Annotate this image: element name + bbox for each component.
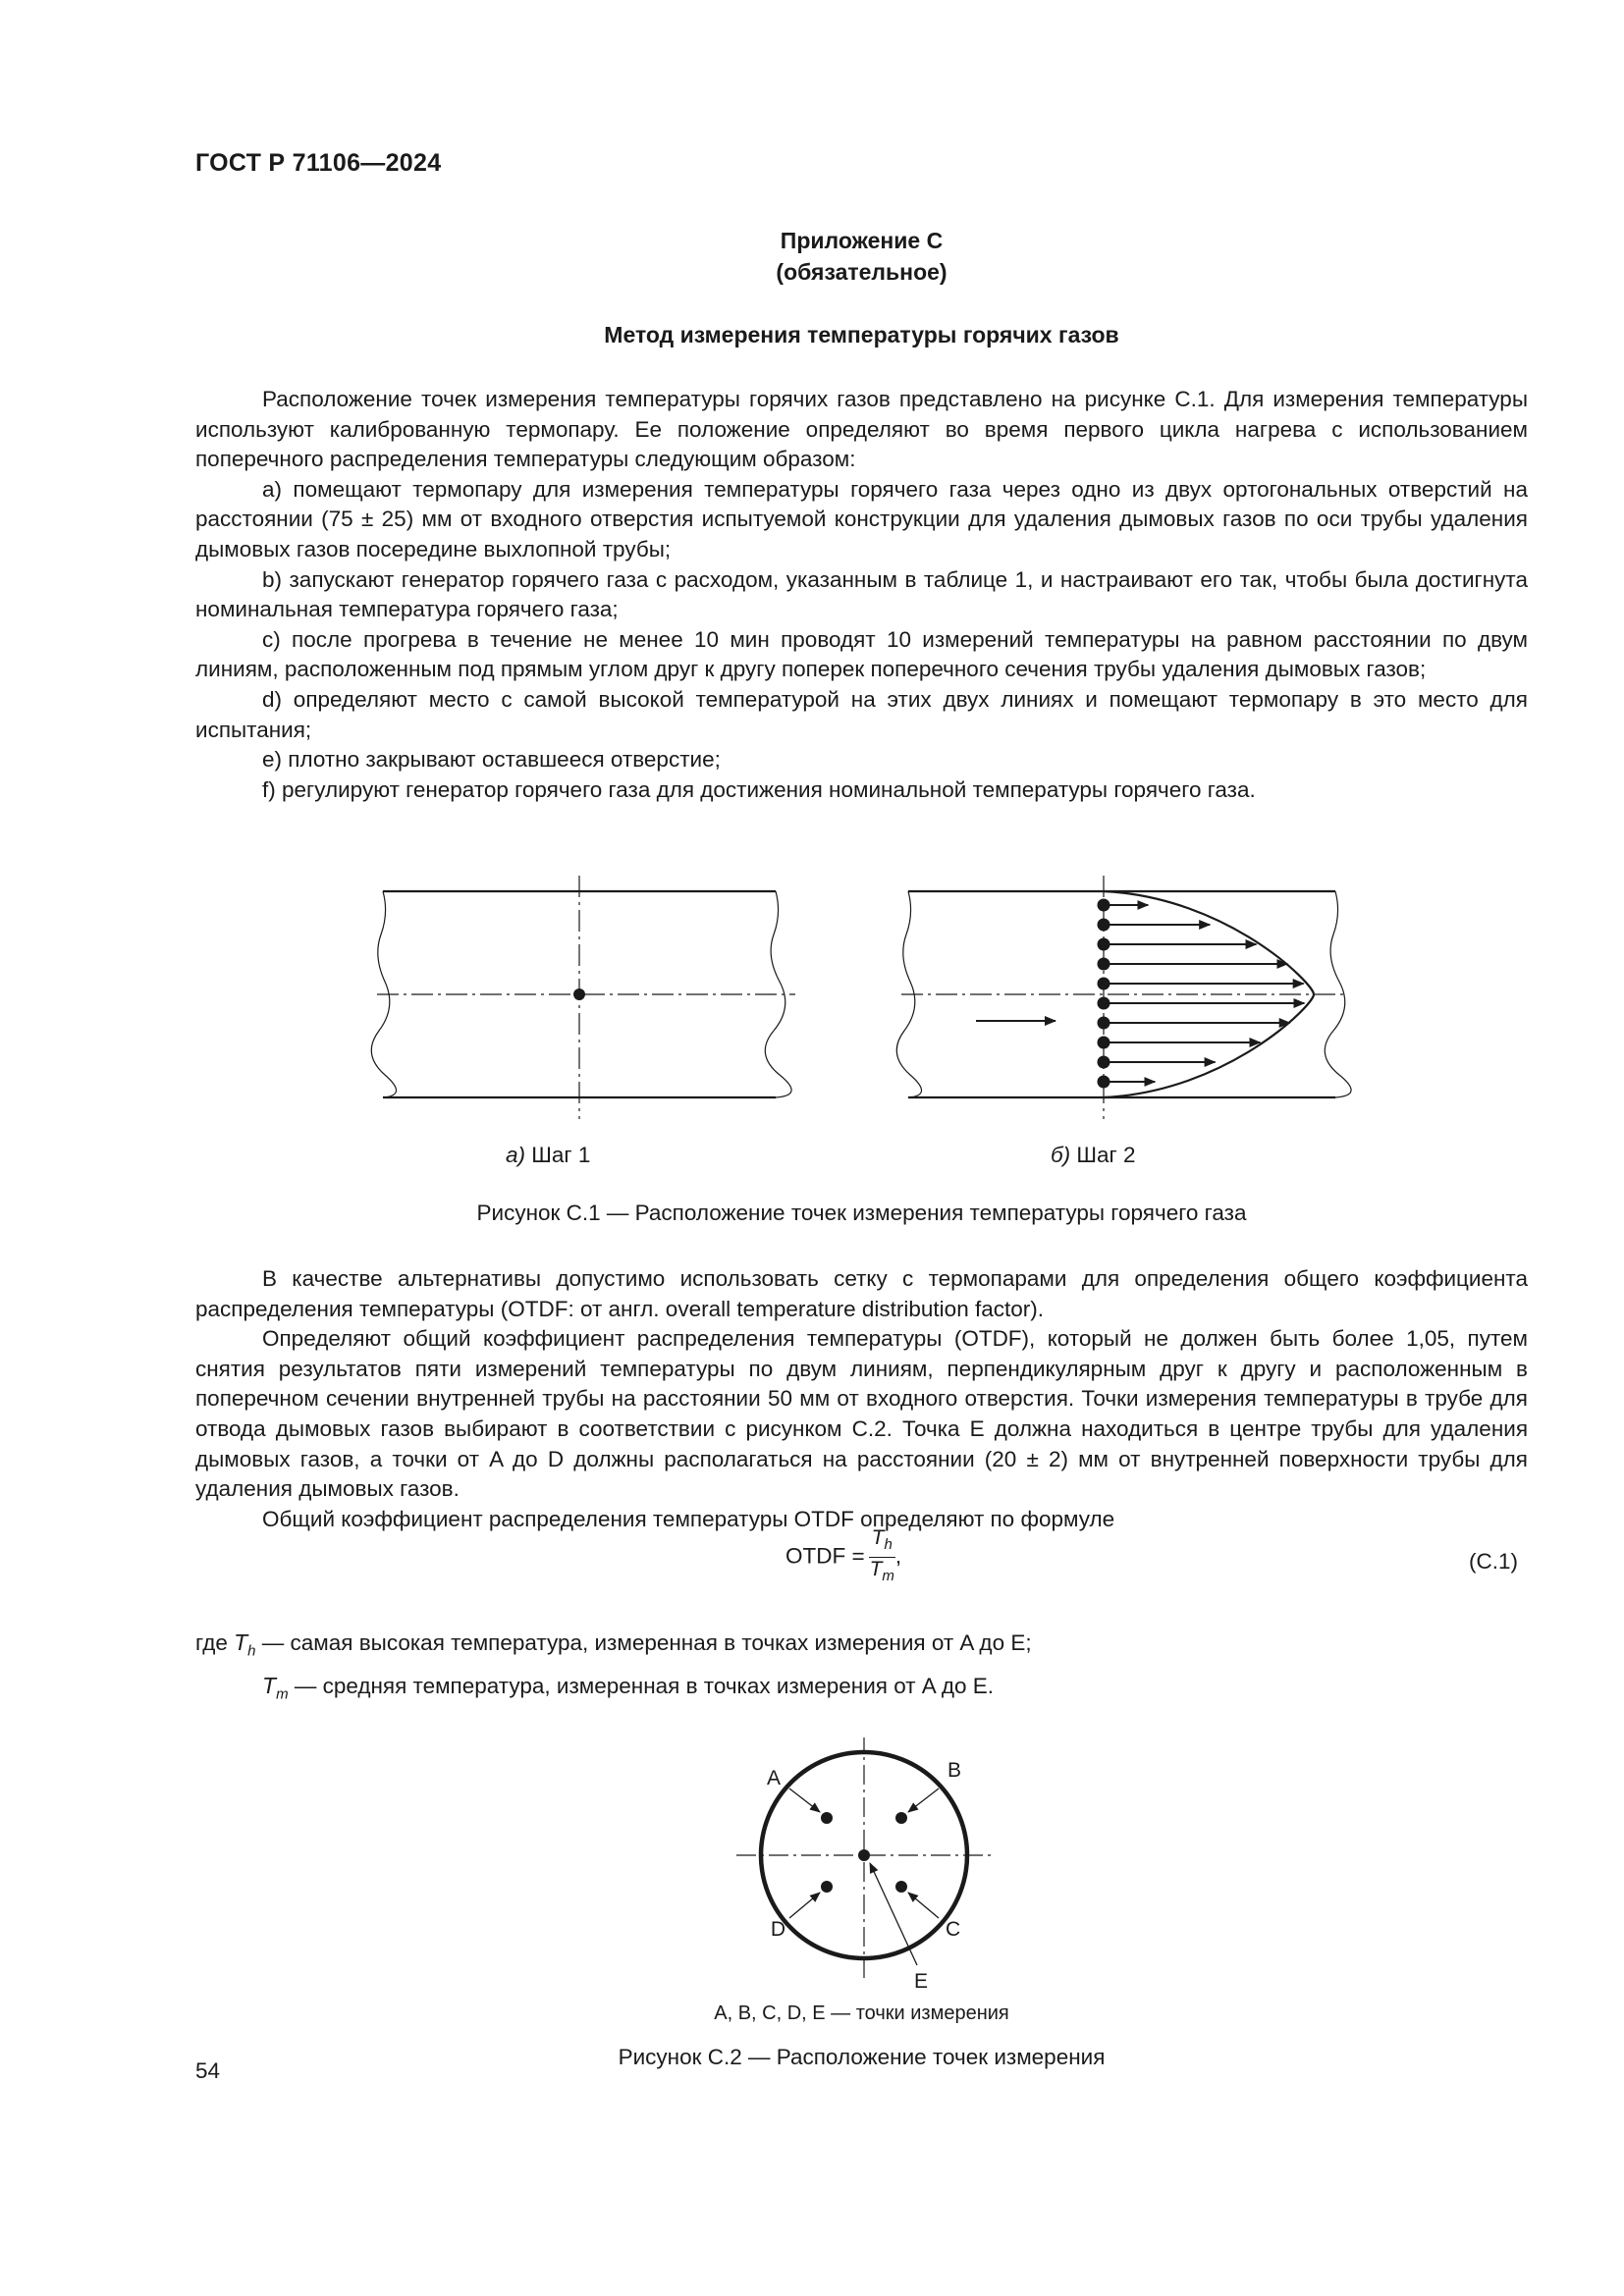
page-number: 54 — [195, 2058, 221, 2083]
figure-c1-label-a: а) Шаг 1 — [506, 1143, 591, 1167]
formula-otdf: OTDF = $\frac{T_h}{T_m}$ , — [785, 1526, 901, 1585]
label-a: A — [766, 1767, 781, 1789]
appendix-heading: Метод измерения температуры горячих газов — [604, 322, 1119, 347]
legend-tm: $T_m$ — средняя температура, измеренная в точках измерения от A до E. — [262, 1672, 994, 1702]
legend-th: где $T_h$ — самая высокая температура, измеренная в точках измерения от A до E; — [195, 1629, 1032, 1660]
list-item: e) плотно закрывают оставшееся отверстие; — [262, 747, 721, 773]
label-d: D — [770, 1918, 785, 1941]
measurement-point-e — [858, 1849, 870, 1861]
figure-c2-caption: Рисунок С.2 — Расположение точек измерения — [618, 2045, 1106, 2069]
body-paragraph: Общий коэффициент распределения температуры OTDF определяют по формуле — [262, 1506, 1115, 1531]
appendix-title: Приложение С — [780, 228, 944, 253]
measurement-point-a — [821, 1812, 833, 1824]
label-b: B — [947, 1759, 962, 1782]
formula-legend — [195, 1626, 1032, 1711]
figure-c1-label-b: б) Шаг 2 — [1051, 1143, 1136, 1167]
list-item: b) запускают генератор горячего газа с расходом, указанным в таблице 1, и настраивают его так, чтобы была достигнута номинальная температура горячего газа; — [195, 566, 1528, 622]
list-item: d) определяют место с самой высокой температурой на этих двух линиях и помещают термопару в это место для испытания; — [195, 686, 1528, 742]
figure-c2-legend: A, B, C, D, E — точки измерения — [714, 2002, 1009, 2024]
measurement-point-d — [821, 1881, 833, 1893]
document-header: ГОСТ Р 71106—2024 — [195, 149, 442, 177]
body-paragraph: Определяют общий коэффициент распределения температуры (OTDF), который не должен быть более 1,05, путем снятия результатов пяти измерений температуры по двум линиям, перпендикулярным друг к другу и расположенным в поперечном сечении внутренней трубы на расстоянии 50 мм от входного отверстия. Точки измерения температуры в трубе для отвода дымовых газов выбирают в соответствии с рисунком С.2. Точка E должна находиться в центре трубы для удаления дымовых газов, а точки от A до D должны располагаться на расстоянии (20 ± 2) мм от внутренней поверхности трубы для удаления дымовых газов. — [195, 1326, 1528, 1502]
profile-arrows — [1098, 899, 1304, 1088]
list-item: f) регулируют генератор горячего газа для достижения номинальной температуры горячего газа. — [262, 776, 1256, 802]
measurement-point-b — [895, 1812, 907, 1824]
thermocouple-point — [573, 988, 585, 1000]
measurement-point-c — [895, 1881, 907, 1893]
pipe-step1 — [371, 876, 795, 1119]
figure-c2-diagram — [707, 1737, 1001, 1993]
label-e: E — [914, 1970, 929, 1993]
list-item: а) помещают термопару для измерения температуры горячего газа через одно из двух ортогональных отверстий на расстоянии (75 ± 25) мм от входного отверстия испытуемой конструкции для удаления дымовых газов по оси трубы удаления дымовых газов посередине выхлопной трубы; — [195, 476, 1528, 561]
list-item: c) после прогрева в течение не менее 10 мин проводят 10 измерений температуры на равном расстоянии по двум линиям, расположенным под прямым углом друг к другу поперек поперечного сечения трубы удаления дымовых газов; — [195, 626, 1528, 682]
formula-number: (С.1) — [1469, 1549, 1518, 1574]
body-paragraph: В качестве альтернативы допустимо использовать сетку с термопарами для определения общего коэффициента распределения температуры (OTDF: от англ. overall temperature distribution factor). — [195, 1266, 1528, 1321]
figure-c1-caption: Рисунок С.1 — Расположение точек измерения температуры горячего газа — [476, 1201, 1247, 1225]
figure-c1-diagram — [363, 864, 1365, 1119]
body-section — [195, 1264, 1528, 1534]
appendix-status: (обязательное) — [776, 259, 947, 285]
label-c: C — [946, 1918, 961, 1941]
formula-fraction: $\frac{T_h}{T_m}$ — [869, 1526, 894, 1585]
intro-paragraph: Расположение точек измерения температуры горячих газов представлено на рисунке С.1. Для измерения температуры используют калиброванную термопару. Ее положение определяют во время первого цикла нагрева с использованием поперечного распределения температуры следующим образом: — [195, 387, 1528, 472]
intro-section — [195, 385, 1528, 805]
